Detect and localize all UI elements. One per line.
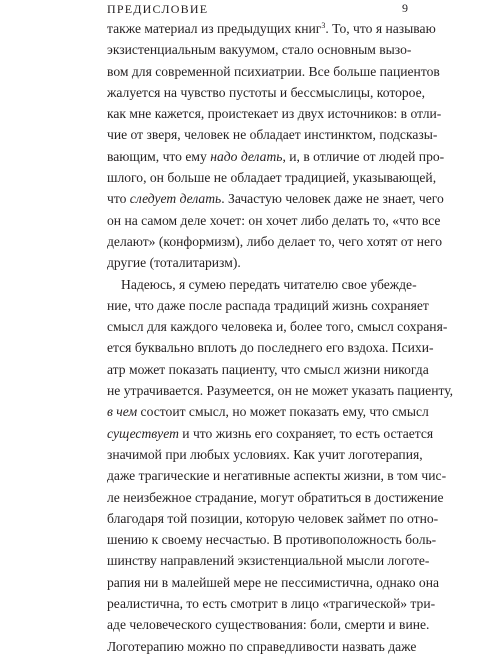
running-title: ПРЕДИСЛОВИЕ bbox=[107, 2, 209, 16]
text-line: значимой при любых условиях. Как учит логотерапия, bbox=[107, 446, 423, 462]
text-line: он на самом деле хочет: он хочет либо делать то, «что все bbox=[107, 212, 441, 228]
text-line: аде человеческого существования: боли, смерти и вине. bbox=[107, 617, 430, 633]
text-line: реалистична, то есть смотрит в лицо «трагической» три- bbox=[107, 596, 436, 612]
emphasis: надо делать bbox=[210, 148, 283, 164]
text-line: шлого, он больше не обладает традицией, указывающей, bbox=[107, 170, 437, 186]
text-line: экзистенциальным вакуумом, стало основным вызо- bbox=[107, 42, 412, 58]
text-line: что следует делать. Зачастую человек даже не знает, чего bbox=[107, 191, 444, 207]
text-line: вом для современной психиатрии. Все больше пациентов bbox=[107, 63, 440, 79]
emphasis: в чем bbox=[107, 404, 138, 420]
text-line: ле неизбежное страдание, могут обратиться в достижение bbox=[107, 489, 444, 505]
text-line: шению к своему несчастью. В противоположность боль- bbox=[107, 532, 437, 548]
text-line: вающим, что ему надо делать, и, в отличие от людей про- bbox=[107, 148, 445, 164]
text-line: другие (тоталитаризм). bbox=[107, 255, 241, 271]
text-line: ется буквально вплоть до последнего его вздоха. Психи- bbox=[107, 340, 434, 356]
text-line: жалуется на чувство пустоты и бессмыслицы, которое, bbox=[107, 84, 426, 100]
text-line: шинству направлений экзистенциальной мысли логоте- bbox=[107, 553, 430, 569]
text-line: делают» (конформизм), либо делает то, чего хотят от него bbox=[107, 233, 443, 249]
text-line: благодаря той позиции, которую человек займет по отно- bbox=[107, 510, 439, 526]
text-line: ние, что даже после распада традиций жизнь сохраняет bbox=[107, 297, 429, 313]
emphasis: следует делать bbox=[129, 191, 222, 207]
text-line: существует и что жизнь его сохраняет, то есть остается bbox=[107, 425, 434, 441]
text-line: в чем состоит смысл, но может показать ему, что смысл bbox=[107, 404, 429, 420]
emphasis: существует bbox=[107, 425, 179, 441]
text-line: рапия ни в малейшей мере не пессимистична, однако она bbox=[107, 574, 440, 590]
body-text bbox=[107, 18, 454, 657]
text-line: даже трагические и негативные аспекты жизни, в том чис- bbox=[107, 468, 447, 484]
text-line: также материал из предыдущих книг$^3$. То, что я называю bbox=[107, 21, 436, 36]
text-line: не утрачивается. Разумеется, он не может указать пациенту, bbox=[107, 383, 454, 399]
text-line: как мне кажется, проистекает из двух источников: в отли- bbox=[107, 106, 442, 122]
text-line: смысл для каждого человека и, более того, смысл сохраня- bbox=[107, 319, 448, 335]
page-number: 9 bbox=[402, 1, 408, 15]
text-line: атр может показать пациенту, что смысл жизни никогда bbox=[107, 361, 429, 377]
text-line: Логотерапию можно по справедливости назвать даже bbox=[107, 638, 417, 654]
footnote-marker[interactable]: 3 bbox=[321, 21, 326, 30]
text-line: чие от зверя, человек не обладает инстинктом, подсказы- bbox=[107, 127, 438, 143]
text-line: Надеюсь, я сумею передать читателю свое убежде- bbox=[121, 276, 417, 292]
